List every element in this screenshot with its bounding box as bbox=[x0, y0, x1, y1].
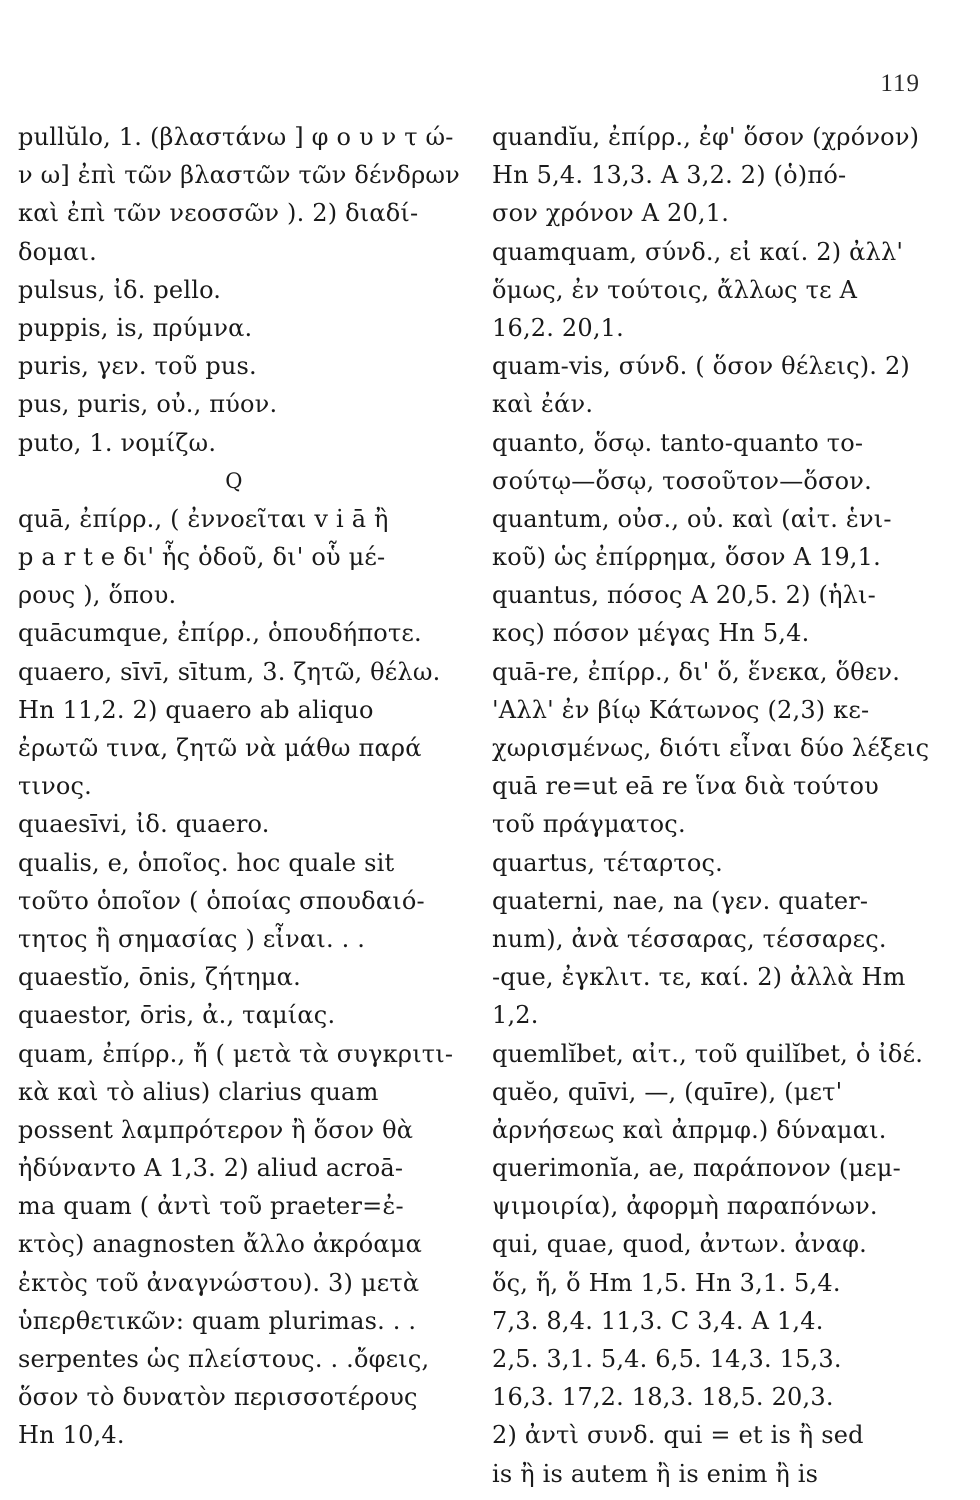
entry-line: quam, ἐπίρρ., ἤ ( μετὰ τὰ συγκριτι- bbox=[18, 1039, 454, 1068]
entry-line: quĕo, quīvi, —, (quīre), (μετ' bbox=[492, 1077, 843, 1106]
entry-line: quaero, sīvī, sītum, 3. ζητῶ, θέλω. bbox=[18, 657, 441, 686]
entry-line: ἐρωτῶ τινα, ζητῶ νὰ μάθω παρά bbox=[18, 734, 422, 762]
entry-line: is ἢ is autem ἢ is enim ἢ is bbox=[492, 1459, 819, 1488]
entry-line: δομαι. bbox=[18, 237, 97, 266]
entry-line: pulsus, ἰδ. pello. bbox=[18, 275, 222, 304]
entry-line: quemlĭbet, αἰτ., τοῦ quilĭbet, ὁ ἰδέ. bbox=[492, 1039, 924, 1068]
entry-line: serpentes ὡς πλείστους. . .ὄφεις, bbox=[18, 1345, 430, 1373]
entry-line: quantum, οὐσ., οὐ. καὶ (αἰτ. ἑνι- bbox=[492, 504, 892, 533]
entry-line: quā-re, ἐπίρρ., δι' ὅ, ἕνεκα, ὅθεν. bbox=[492, 657, 901, 686]
entry-line: pus, puris, οὐ., πύον. bbox=[18, 390, 278, 419]
entry-line: ἐκτὸς τοῦ ἀναγνώστου). 3) μετὰ bbox=[18, 1268, 420, 1297]
entry-line: qui, quae, quod, ἀντων. ἀναφ. bbox=[492, 1230, 867, 1259]
entry-line: 16,2. 20,1. bbox=[492, 313, 624, 342]
entry-line: p a r t e δι' ἧς ὁδοῦ, δι' οὗ μέ- bbox=[18, 543, 386, 572]
entry-line: quartus, τέταρτος. bbox=[492, 848, 723, 877]
entry-line: 2) ἀντὶ συνδ. qui = et is ἢ sed bbox=[492, 1421, 864, 1450]
entry-line: τοῦ πράγματος. bbox=[492, 810, 686, 839]
entry-line: quantus, πόσος A 20,5. 2) (ἡλι- bbox=[492, 581, 876, 610]
entry-line: ὅς, ἥ, ὅ Hm 1,5. Hn 3,1. 5,4. bbox=[492, 1268, 841, 1297]
entry-line: querimonĭa, ae, παράπονον (μεμ- bbox=[492, 1154, 901, 1183]
entry-line: possent λαμπρότερον ἢ ὅσον θὰ bbox=[18, 1115, 414, 1144]
entry-line: ἀρνήσεως καὶ ἀπρμφ.) δύναμαι. bbox=[492, 1115, 887, 1144]
entry-line: quā re=ut eā re ἵνα διὰ τούτου bbox=[492, 772, 879, 801]
right-column bbox=[492, 118, 932, 1493]
entry-line: κτὸς) anagnosten ἄλλο ἀκρόαμα bbox=[18, 1230, 423, 1259]
entry-line: quaterni, nae, na (γεν. quater- bbox=[492, 886, 869, 915]
entry-line: κος) πόσον μέγας Hn 5,4. bbox=[492, 619, 810, 648]
entry-line: puris, γεν. τοῦ pus. bbox=[18, 352, 257, 381]
entry-line: 'Αλλ' ἐν βίῳ Κάτωνος (2,3) κε- bbox=[492, 695, 870, 724]
entry-line: κὰ καὶ τὸ alius) clarius quam bbox=[18, 1077, 379, 1106]
entry-line: χωρισμένως, διότι εἶναι δύο λέξεις bbox=[492, 734, 930, 762]
section-letter-heading: Q bbox=[225, 468, 243, 493]
entry-line: σούτῳ—ὅσῳ, τοσοῦτον—ὅσον. bbox=[492, 466, 872, 495]
left-column bbox=[18, 118, 460, 1455]
entry-line: quandĭu, ἐπίρρ., ἐφ' ὅσον (χρόνον) bbox=[492, 123, 920, 151]
entry-line: καὶ ἐάν. bbox=[492, 390, 594, 419]
entry-line: quācumque, ἐπίρρ., ὁπουδήποτε. bbox=[18, 619, 422, 648]
entry-line: ὅμως, ἐν τούτοις, ἄλλως τε A bbox=[492, 275, 858, 304]
entry-line: ἠδύναντο A 1,3. 2) aliud acroā- bbox=[18, 1154, 404, 1183]
entry-line: quaestor, ōris, ἀ., ταμίας. bbox=[18, 1001, 336, 1030]
entry-line: Hn 11,2. 2) quaero ab aliquo bbox=[18, 695, 374, 724]
entry-line: ma quam ( ἀντὶ τοῦ praeter=ἐ- bbox=[18, 1192, 404, 1221]
entry-line: ψιμοιρία), ἀφορμὴ παραπόνων. bbox=[492, 1192, 878, 1221]
entry-line: κοῦ) ὡς ἐπίρρημα, ὅσον A 19,1. bbox=[492, 543, 881, 572]
entry-line: καὶ ἐπὶ τῶν νεοσσῶν ). 2) διαδί- bbox=[18, 199, 419, 228]
entry-line: 7,3. 8,4. 11,3. C 3,4. A 1,4. bbox=[492, 1306, 824, 1335]
entry-line: quamquam, σύνδ., εἰ καί. 2) ἀλλ' bbox=[492, 237, 904, 266]
entry-line: ν ω] ἐπὶ τῶν βλαστῶν τῶν δένδρων bbox=[18, 161, 460, 190]
entry-line: -que, ἐγκλιτ. τε, καί. 2) ἀλλὰ Hm bbox=[492, 963, 906, 992]
entry-line: 1,2. bbox=[492, 1001, 539, 1030]
entry-line: τοῦτο ὁποῖον ( ὁποίας σπουδαιό- bbox=[18, 886, 425, 915]
entry-line: quaesīvi, ἰδ. quaero. bbox=[18, 810, 270, 839]
entry-line: quanto, ὅσῳ. tanto-quanto το- bbox=[492, 428, 864, 457]
entry-line: ὑπερθετικῶν: quam plurimas. . . bbox=[18, 1306, 417, 1335]
entry-line: Hn 5,4. 13,3. A 3,2. 2) (ὁ)πό- bbox=[492, 161, 847, 190]
entry-line: puppis, is, πρύμνα. bbox=[18, 313, 253, 342]
entry-line: pullŭlo, 1. (βλαστάνω ] φ ο υ ν τ ώ- bbox=[18, 123, 454, 151]
entry-line: 16,3. 17,2. 18,3. 18,5. 20,3. bbox=[492, 1383, 834, 1412]
page-number: 119 bbox=[880, 70, 920, 97]
entry-line: quā, ἐπίρρ., ( ἐννοεῖται v i ā ἢ bbox=[18, 504, 389, 533]
entry-line: σον χρόνον A 20,1. bbox=[492, 199, 730, 228]
entry-line: quam-vis, σύνδ. ( ὅσον θέλεις). 2) bbox=[492, 352, 910, 381]
entry-line: τινος. bbox=[18, 772, 92, 801]
entry-line: num), ἀνὰ τέσσαρας, τέσσαρες. bbox=[492, 924, 887, 953]
entry-line: ρους ), ὅπου. bbox=[18, 581, 177, 610]
entry-line: 2,5. 3,1. 5,4. 6,5. 14,3. 15,3. bbox=[492, 1345, 842, 1373]
entry-line: puto, 1. νομίζω. bbox=[18, 428, 217, 457]
entry-line: Hn 10,4. bbox=[18, 1421, 125, 1450]
entry-line: τητος ἢ σημασίας ) εἶναι. . . bbox=[18, 924, 366, 953]
entry-line: qualis, e, ὁποῖος. hoc quale sit bbox=[18, 848, 395, 877]
entry-line: ὅσον τὸ δυνατὸν περισσοτέρους bbox=[18, 1383, 418, 1412]
entry-line: quaestĭo, ōnis, ζήτημα. bbox=[18, 963, 301, 992]
